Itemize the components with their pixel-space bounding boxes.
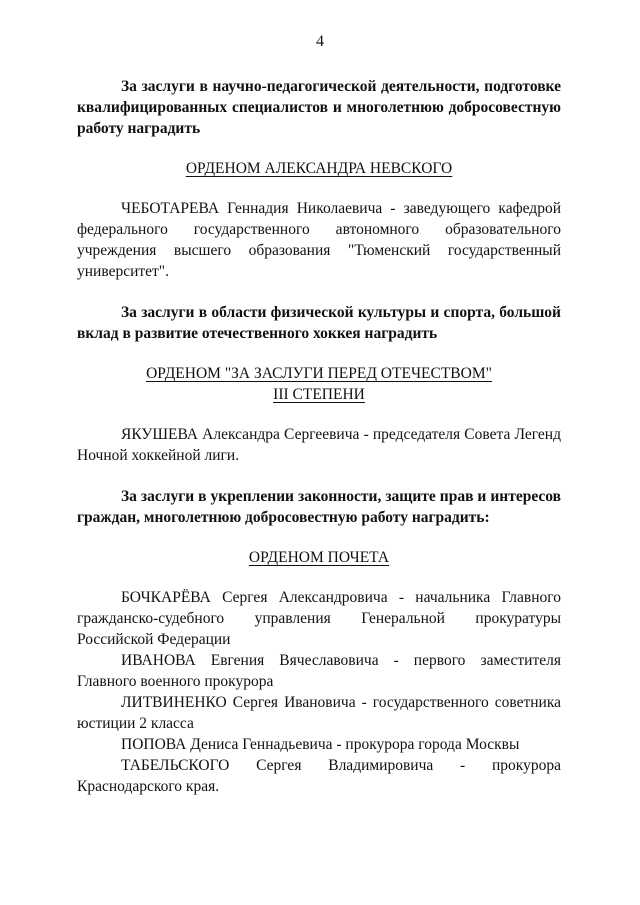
recipient-entry: БОЧКАРЁВА Сергея Александровича - начальника Главного гражданско-судебного управления Генеральной прокуратуры Российской Федерации	[77, 589, 561, 648]
recipient-entry: ЛИТВИНЕНКО Сергея Ивановича - государственного советника юстиции 2 класса	[77, 694, 561, 732]
document-body	[77, 76, 561, 797]
preamble-law-enforcement: За заслуги в укреплении законности, защите прав и интересов граждан, многолетнюю добросовестную работу наградить:	[77, 488, 561, 526]
award-heading-line: ОРДЕНОМ "ЗА ЗАСЛУГИ ПЕРЕД ОТЕЧЕСТВОМ"	[146, 365, 492, 382]
preamble-science-education: За заслуги в научно-педагогической деятельности, подготовке квалифицированных специалистов и многолетнюю добросовестную работу наградить	[77, 78, 561, 137]
award-heading-line: ОРДЕНОМ ПОЧЕТА	[248, 549, 390, 566]
recipient-entry: ЯКУШЕВА Александра Сергеевича - председателя Совета Легенд Ночной хоккейной лиги.	[77, 426, 561, 464]
recipient-entry: ИВАНОВА Евгения Вячеславовича - первого заместителя Главного военного прокурора	[77, 652, 561, 690]
page-number: 4	[316, 33, 324, 50]
award-heading-degree: III СТЕПЕНИ	[273, 386, 365, 403]
recipient-entry: ПОПОВА Дениса Геннадьевича - прокурора города Москвы	[121, 736, 520, 753]
recipient-entry: ТАБЕЛЬСКОГО Сергея Владимировича - прокурора Краснодарского края.	[77, 757, 561, 795]
recipient-entry: ЧЕБОТАРЕВА Геннадия Николаевича - заведующего кафедрой федерального государственного автономного образовательного учреждения высшего образования "Тюменский государственный университет".	[77, 200, 561, 280]
preamble-sport-hockey: За заслуги в области физической культуры и спорта, большой вклад в развитие отечественного хоккея наградить	[77, 304, 561, 342]
award-heading-merit-fatherland	[77, 363, 561, 405]
award-heading-order-of-honour	[77, 547, 561, 568]
award-heading-alexander-nevsky	[77, 158, 561, 179]
award-heading-line: ОРДЕНОМ АЛЕКСАНДРА НЕВСКОГО	[185, 160, 453, 177]
